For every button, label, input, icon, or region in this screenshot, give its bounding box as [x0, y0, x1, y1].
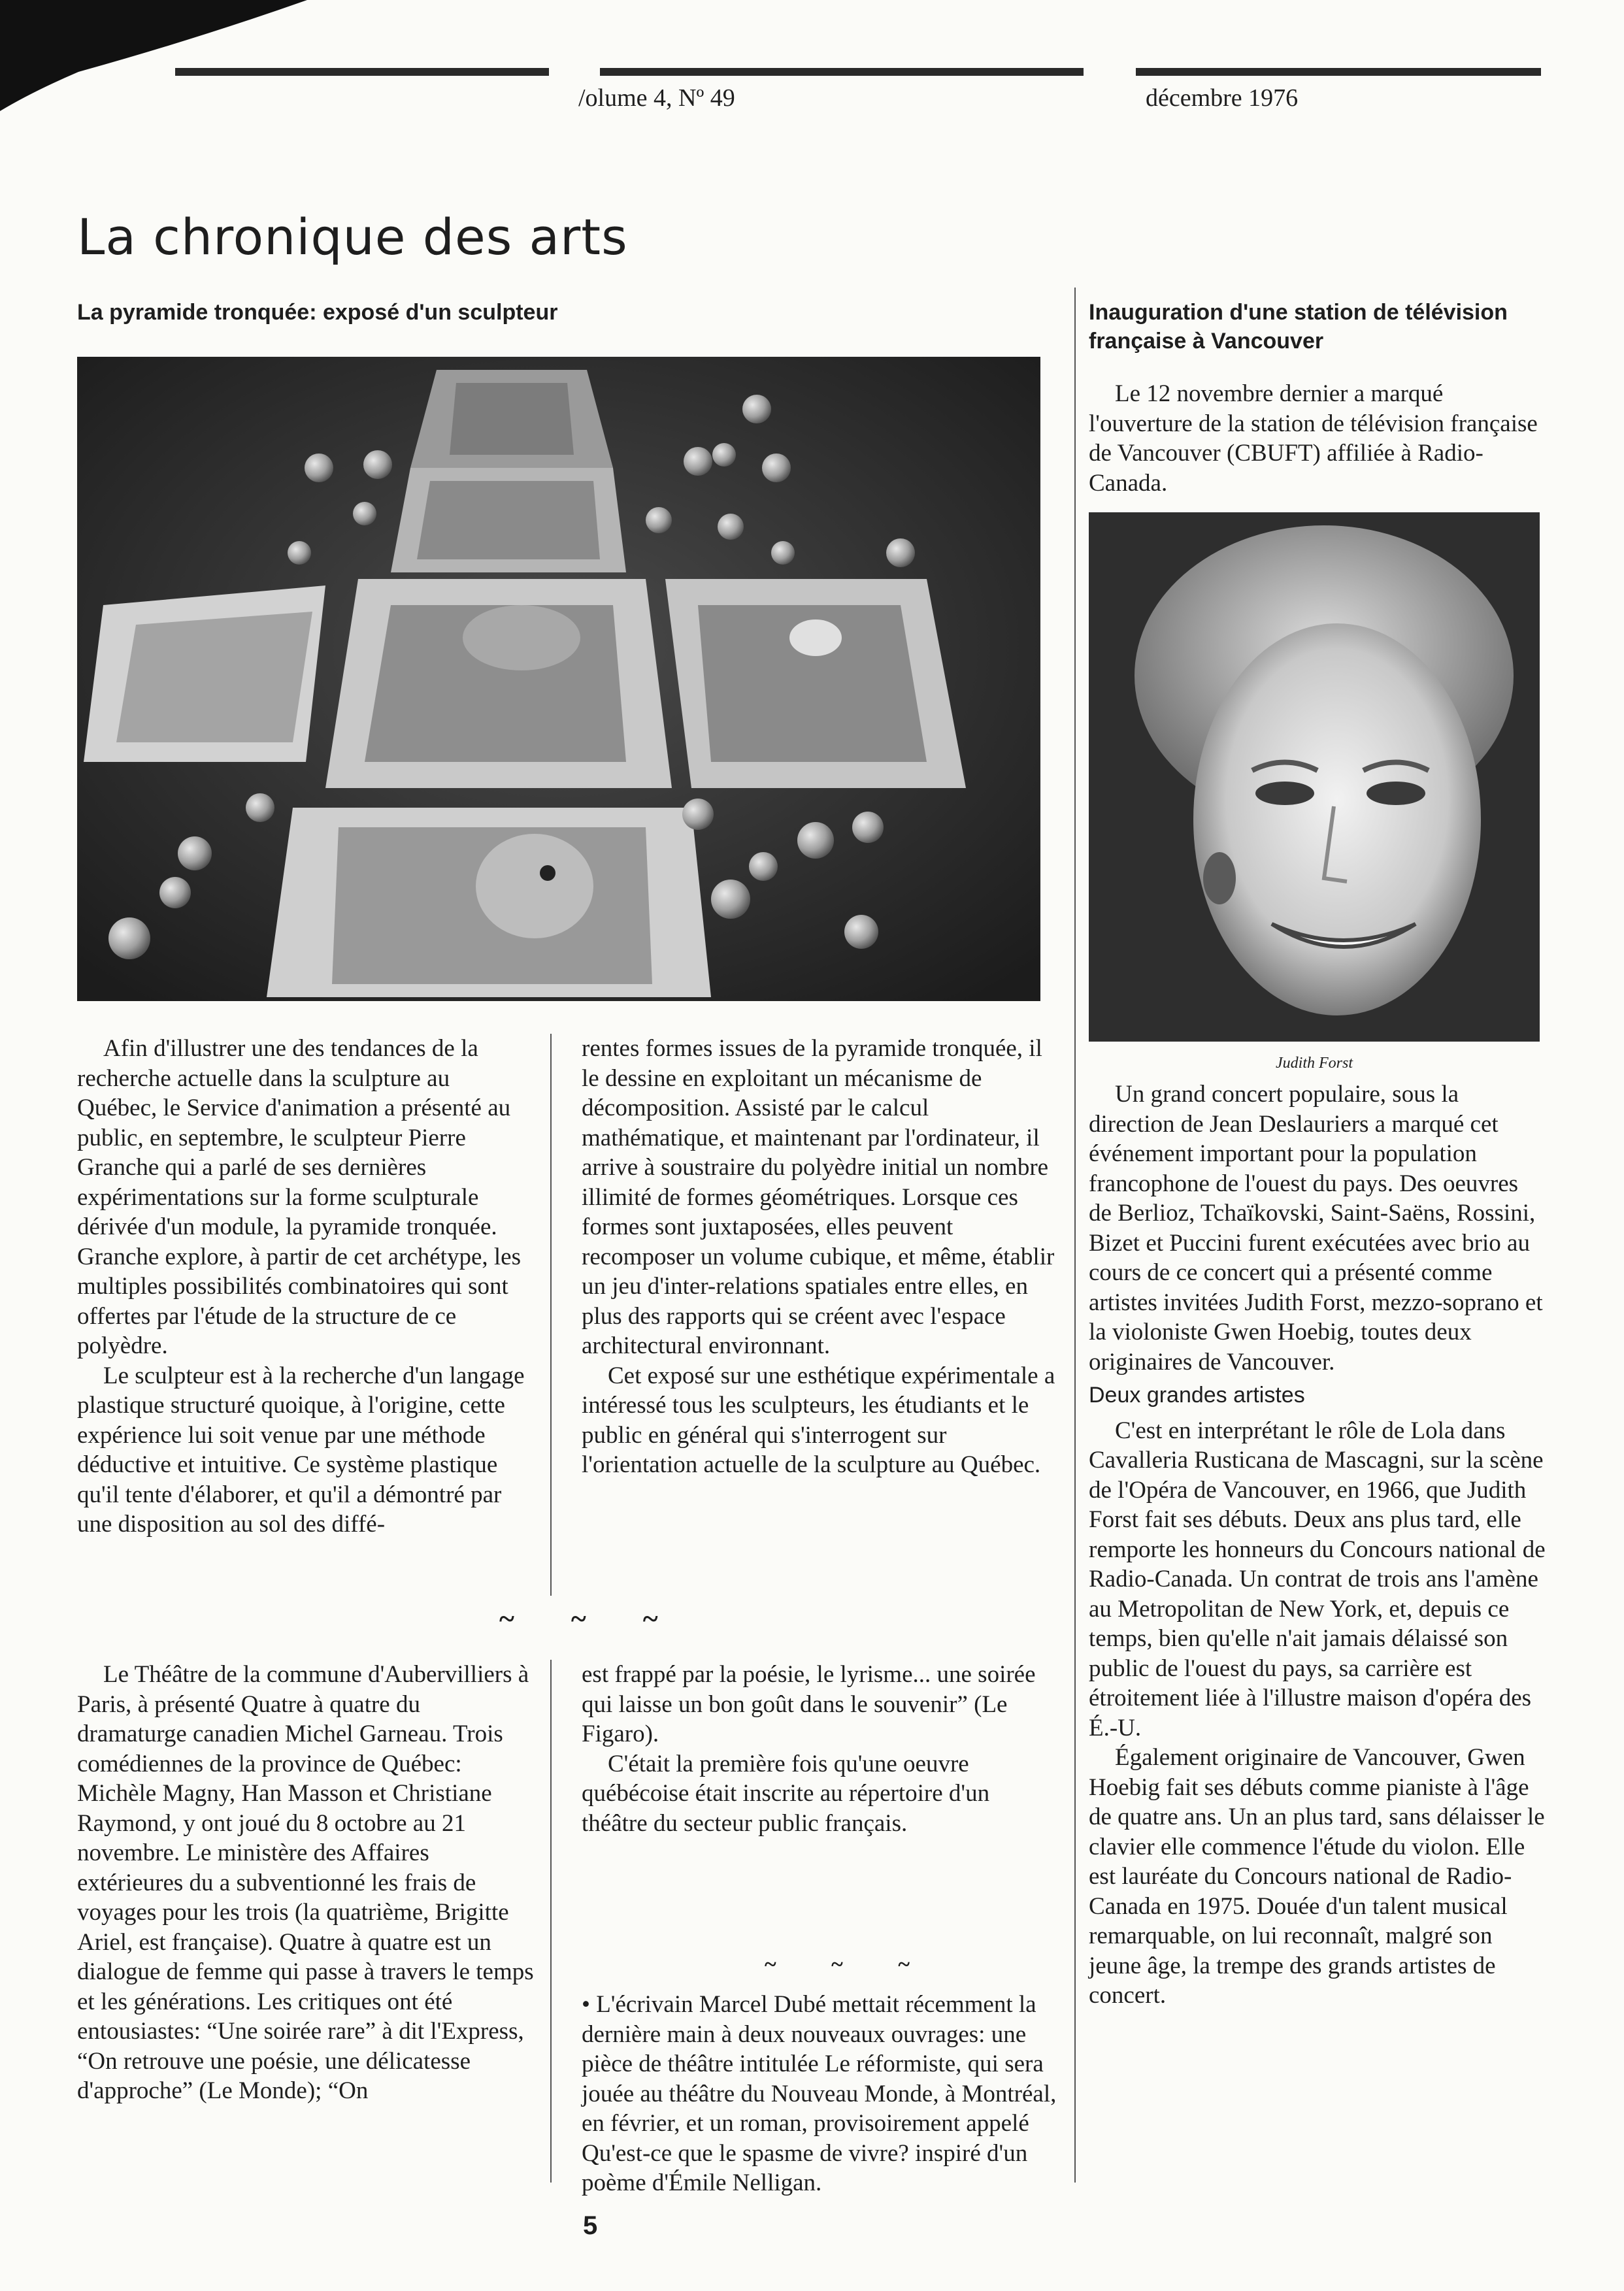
sidebar-intro: [1089, 379, 1546, 498]
article2-paragraph-1: Le Théâtre de la commune d'Aubervilliers à Paris, à présenté Quatre à quatre du dramaturge canadien Michel Garneau. Trois comédiennes de la province de Québec: Michèle Magny, Han Masson et Christiane Raymond, y ont joué du 8 octobre au 21 novembre. Le ministère des Affaires extérieures du a subventionné les frais de voyages pour les trois (la quatrième, Brigitte Ariel, est française). Quatre à quatre est un dialogue de femme qui passe à travers le temps et les générations. Les critiques ont été entousiastes: “Une soirée rare” à dit l'Express, “On retrouve une poésie, une délicatesse d'approche” (Le Monde); “On: [77, 1661, 534, 2104]
sculpture-photo: [77, 357, 1040, 1001]
article3-column: [582, 1990, 1059, 2198]
volume-label: /olume 4, Nº 49: [578, 84, 735, 112]
issue-date: décembre 1976: [1146, 84, 1299, 112]
sidebar-body: [1089, 1080, 1546, 2011]
column-divider-1: [550, 1034, 552, 1596]
sidebar-paragraph-1: Un grand concert populaire, sous la direction de Jean Deslauriers a marqué cet événement important pour la population francophone de l'ouest du pays. Des oeuvres de Berlioz, Tchaïkovski, Saint-Saëns, Rossini, Bizet et Puccini furent exécutées avec brio au cours de ce concert qui a présenté comme artistes invitées Judith Forst, mezzo-soprano et la violoniste Gwen Hoebig, toutes deux originaires de Vancouver.: [1089, 1081, 1543, 1376]
sidebar-intro-paragraph: Le 12 novembre dernier a marqué l'ouverture de la station de télévision française de Vancouver (CBUFT) affiliée à Radio-Canada.: [1089, 380, 1538, 497]
sidebar-paragraph-3: Également originaire de Vancouver, Gwen Hoebig fait ses débuts comme pianiste à l'âge de quatre ans. Un an plus tard, sans délaisser le clavier elle commence l'étude du violon. Elle est lauréate du Concours national de Radio-Canada en 1975. Douée d'un talent musical remarquable, on lui reconnaît, malgré son jeune âge, la trempe des grands artistes de concert.: [1089, 1744, 1545, 2009]
article1-column-1: [77, 1034, 535, 1540]
article3-paragraph: • L'écrivain Marcel Dubé mettait récemment la dernière main à deux nouveaux ouvrages: une pièce de théâtre intitulée Le réformiste, qui sera jouée au théâtre du Nouveau Monde, à Montréal, en février, et un roman, provisoirement appelé Qu'est-ce que le spasme de vivre? inspiré d'un poème d'Émile Nelligan.: [582, 1991, 1057, 2196]
article1-paragraph-1: Afin d'illustrer une des tendances de la recherche actuelle dans la sculpture au Québec, le Service d'animation a présenté au public, en septembre, le sculpteur Pierre Granche qui a parlé de ses dernières expérimentations sur la forme sculpturale dérivée d'un module, la pyramide tronquée. Granche explore, à partir de cet archétype, les multiples possibilités combinatoires qui sont offertes par l'étude de la structure de ce polyèdre.: [77, 1035, 521, 1359]
article1-paragraph-3: rentes formes issues de la pyramide tronquée, il le dessine en exploitant un mécanisme de décomposition. Assisté par le calcul mathématique, et maintenant par l'ordinateur, il arrive à soustraire du polyèdre initial un nombre illimité de formes géométriques. Lorsque ces formes sont juxtaposées, elles peuvent recomposer un volume cubique, et même, établir un jeu d'inter-relations spatiales entre elles, en plus des rapports qui se créent avec l'espace architectural environnant.: [582, 1035, 1055, 1359]
article3-separator: ~ ~ ~: [765, 1953, 935, 1977]
article-headline-pyramide: La pyramide tronquée: exposé d'un sculpteur: [77, 300, 558, 325]
article1-paragraph-2: Le sculpteur est à la recherche d'un langage plastique structuré quoique, à l'origine, cette expérience lui soit venue par une méthode déductive et intuitive. Ce système plastique qu'il tente d'élaborer, et qu'il a démontré par une disposition au sol des diffé-: [77, 1362, 525, 1538]
sculpture-illustration: [77, 357, 1040, 1001]
article1-paragraph-4: Cet exposé sur une esthétique expérimentale a intéressé tous les sculpteurs, les étudiants et le public en général qui s'interrogent sur l'orientation actuelle de la sculpture au Québec.: [582, 1362, 1055, 1478]
column-divider-2: [550, 1660, 552, 2183]
sidebar-headline: Inauguration d'une station de télévision française à Vancouver: [1089, 300, 1508, 354]
article2-column-2: [582, 1660, 1059, 1838]
photo-caption: Judith Forst: [1276, 1055, 1353, 1072]
header-rule-left: [175, 68, 549, 76]
sidebar-subhead: Deux grandes artistes: [1089, 1383, 1305, 1408]
article2-paragraph-3: C'était la première fois qu'une oeuvre québécoise était inscrite au répertoire d'un théâtre du secteur public français.: [582, 1750, 990, 1837]
article1-column-2: [582, 1034, 1059, 1480]
header-rule-middle: [600, 68, 1084, 76]
scan-corner-mark: [0, 0, 327, 118]
section-separator: ~ ~ ~: [499, 1603, 683, 1635]
article2-paragraph-2: est frappé par la poésie, le lyrisme... une soirée qui laisse un bon goût dans le souvenir” (Le Figaro).: [582, 1661, 1036, 1747]
sidebar-divider: [1074, 288, 1076, 2183]
page-number: 5: [583, 2211, 598, 2240]
portrait-illustration: [1089, 512, 1540, 1042]
article2-column-1: [77, 1660, 535, 2106]
header-rule-right: [1136, 68, 1541, 76]
section-title: La chronique des arts: [77, 208, 628, 266]
sidebar-paragraph-2: C'est en interprétant le rôle de Lola dans Cavalleria Rusticana de Mascagni, sur la scène de l'Opéra de Vancouver, en 1966, que Judith Forst fait ses débuts. Deux ans plus tard, elle remporte les honneurs du Concours national de Radio-Canada. Un contrat de trois ans l'amène au Metropolitan de New York, et, depuis ce temps, bien qu'elle n'ait jamais délaissé son public de l'ouest du pays, sa carrière est étroitement liée à l'illustre maison d'opéra des É.-U.: [1089, 1417, 1546, 1741]
judith-forst-photo: [1089, 512, 1540, 1042]
